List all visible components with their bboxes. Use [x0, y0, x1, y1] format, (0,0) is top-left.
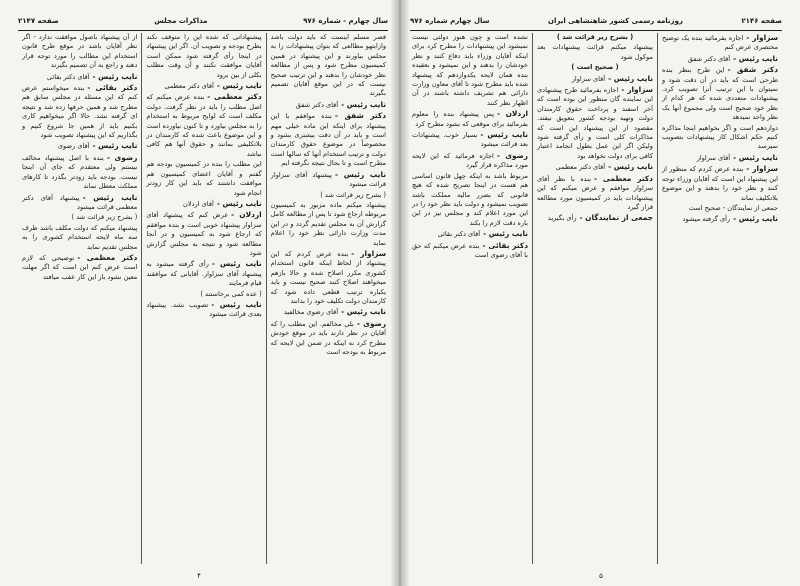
text-column: [266, 33, 390, 564]
paragraph: [537, 162, 653, 172]
paragraph-text: مربوط باشد به اینکه چهل قانون اساسی هم هست در اینجا تصریح شده که هیچ قانونی که بضرر مالیه مملکت باشد تصویب نمیشود و دولت باید نظر خود را در این مورد اعلام کند و مجلس نیز در این باره دقت لازم را بکند: [412, 171, 528, 227]
issue-number: سال چهارم شماره ۹۷۶: [410, 17, 490, 25]
paragraph-text: آقای دکتر بقائی: [46, 72, 90, 81]
paragraph: [662, 33, 778, 53]
speaker-name: سزاوار -: [746, 164, 779, 174]
paragraph: [537, 63, 653, 72]
paragraph: [22, 213, 137, 222]
speaker-name: نایب رئیس -: [92, 71, 138, 81]
paragraph: [537, 74, 653, 84]
paragraph-text: آقای سزاوار: [571, 74, 606, 83]
paragraph-text: بنده عرض کردم که این پیشنهاد از لحاظ اینکه قانون استخدام کشوری مکرر اصلاح شده و حالا بازهم میخواهند اصلاح کنند صحیح نیست و باید یکباره ترتیب قطعی داده شود که کارمندان دولت تکلیف خود را بدانند: [270, 249, 386, 305]
text-column: [408, 33, 532, 564]
paragraph-text: آقای سزاوار: [696, 153, 731, 162]
paragraph: [146, 81, 261, 91]
paragraph-text: آقای رضوی: [57, 142, 90, 151]
paragraph: [271, 249, 386, 306]
paragraph-text: آقای دکتر شفق: [295, 100, 339, 109]
paragraph-text: آقای دکتر شفق: [687, 54, 731, 63]
paragraph-text: رأی گرفته میشود: [682, 215, 731, 224]
paragraph: [537, 213, 653, 223]
speaker-name: نایب رئیس -: [82, 192, 138, 202]
speaker-name: نایب رئیس -: [92, 141, 138, 151]
speaker-name: سزاوار -: [351, 248, 387, 258]
speaker-name: نایب رئیس -: [608, 162, 653, 172]
paragraph-text: پیشنهاد آقای سزاوار قرائت میشود: [270, 170, 386, 189]
paragraph-text: بنده عرض میکنم که حق با آقای رضوی است: [412, 241, 528, 259]
paragraph: [271, 100, 386, 110]
paragraph: [537, 85, 653, 161]
page-footer-number: ۵: [599, 572, 603, 580]
paragraph-text: اجازه بفرمائید طرح پیشنهادی این نماینده گان منظور این بوده است که آخر اسفند و پرداخت حقوق کارمندان دولت وتهیه بودجه کشور بتعویق نیفتد. مقصود از این پیشنهاد این است که مذاکرات کلی است و رأی گرفته شود ولیکن اگر این عمل بطول انجامد اعتبار کافی برای دولت نخواهد بود: [537, 86, 653, 160]
paragraph-text: تصویب نشد. پیشنهاد بعدی قرائت میشود: [146, 300, 262, 319]
speaker-name: نایب رئیس -: [733, 214, 778, 224]
paragraph: [146, 259, 261, 288]
speaker-name: دکتر معظمی -: [207, 92, 262, 102]
paragraph: [412, 241, 528, 261]
paragraph: [146, 300, 261, 320]
paragraph-text: این طرح بنظر بنده طرحی است که باید در آن دقت شود و نمیتوان با این ترتیب آنرا تصویب کرد. پیشنهادات متعددی شده که هر کدام از نظر خود صحیح است ولی مجموع آنها یک نظر واحد نمیدهد: [662, 66, 778, 122]
speaker-name: نایب رئیس -: [341, 99, 386, 109]
speaker-name: سزاوار -: [746, 33, 779, 42]
paragraph: [412, 130, 528, 150]
paragraph: [662, 54, 778, 64]
paragraph: [537, 174, 653, 213]
text-column: [18, 33, 141, 564]
paragraph-text: عرض کنم که پیشنهاد آقای سزاوار پیشنهاد خوبی است و بنده موافقم که ارجاع شود به کمیسیون و در آنجا مطالعه شود و نتیجه به مجلس گزارش شود: [146, 211, 262, 257]
paragraph-text: بلی مخالفم. این مطلب را که آقایان در نظر دارند باید در موقع خودش مطرح کرد نه اینکه در ضمن این لایحه که مربوط به بودجه است: [270, 319, 386, 356]
speaker-name: رضوی -: [106, 152, 138, 162]
paragraph-text: بسیار خوب. پیشنهادات بعد قرائت میشود: [412, 131, 528, 149]
paragraph: [146, 92, 261, 159]
speaker-name: نایب رئیس -: [733, 53, 778, 63]
speaker-name: دکتر بقائی -: [482, 240, 528, 250]
speaker-name: دکتر شفق -: [334, 111, 386, 121]
paragraph: [271, 319, 386, 358]
paragraph: [22, 153, 137, 192]
paragraph: [22, 253, 137, 282]
paragraph: [537, 33, 653, 42]
paragraph: [537, 43, 653, 62]
speaker-name: نایب رئیس -: [335, 169, 386, 179]
paragraph: [271, 33, 386, 99]
paragraph-text: اجازه فرمائید که این لایحه مورد مذاکره قرار گیرد: [412, 151, 528, 170]
paragraph-text: دوازدهم است و اگر بخواهیم اینجا مذاکره کنیم حکم اشکال کار پیشنهادات بتصویب نمیرسد: [662, 123, 778, 151]
paragraph: [662, 65, 778, 122]
speaker-name: سزاوار -: [621, 85, 653, 95]
speaker-name: دکتر شفق -: [727, 65, 778, 75]
page-footer-number: ۴: [197, 572, 201, 580]
paragraph: [271, 170, 386, 190]
paragraph-text: ( بشرح زیر قرائت شد ): [320, 190, 386, 199]
paragraph: [412, 172, 528, 228]
paragraph-text: بنده موافقم با این پیشنهاد برای اینکه این ماده خیلی مهم است و باید در آن دقت بیشتری بشود و مخصوصاً در موضوع حقوق کارمندان دولت و ترتیب استخدام آنها که سالها است مطرح است و تا بحال نتیجه نگرفته ایم: [270, 112, 386, 168]
paragraph-text: پیشنهاد میکنم که دولت مکلف باشد ظرف سه ماه لایحه استخدام کشوری را به مجلس تقدیم نماید: [22, 223, 138, 251]
speaker-name: نایب رئیس -: [483, 229, 528, 239]
paragraph-text: آقای دکتر معظمی: [555, 163, 606, 172]
left-page-columns: [18, 33, 390, 564]
paragraph-text: قصر مسلم اینست که باید دولت باشد وازابتهو مطالعی که بتوان پیشنهادات را به مجلس بیاورند و این پیشنهاد در همین کمیسیون مطرح شود و پس از مطالعه نظر خودشان را بدهند و این ترتیب صحیح نیست که در این موقع آقایان تصمیم بگیرند: [270, 33, 386, 98]
paragraph-text: پیشنهاد میکنم قرائت پیشنهادات بعد موکول شود: [537, 43, 653, 61]
paragraph-text: ( صحیح است ): [571, 63, 619, 72]
paragraph: [146, 199, 261, 209]
paragraph: [22, 83, 137, 140]
paragraph-text: ( بشرح زیر قرائت شد ): [556, 33, 634, 41]
paragraph: [412, 109, 528, 129]
paragraph: [271, 307, 386, 317]
paragraph: [662, 164, 778, 203]
paragraph: [662, 124, 778, 152]
right-page: [402, 0, 800, 586]
paragraph-text: این مطلب را بنده در کمیسیون بودجه هم گفتم و آقایان اعضای کمیسیون هم موافقت داشتند که باید این کار زودتر انجام شود: [146, 160, 262, 197]
paragraph-text: اجازه بفرمائید بنده یک توضیح مختصری عرض کنم: [662, 34, 778, 52]
speaker-name: نایب رئیس -: [480, 130, 528, 140]
newspaper-title: روزنامه رسمی کشور شاهنشاهی ایران: [547, 17, 683, 25]
text-column: [657, 33, 782, 564]
issue-number: سال چهارم - شماره ۹۷۶: [303, 17, 388, 25]
paragraph-text: پیشنهاداتی که شده این را متوقف نکند بطرح بودجه و تصویب آن. اگر این پیشنهاد در اینجا رأی گرفته شود ممکن است آقایان موافقت نکنند و آن وقت مطلب بکلی از بین برود: [146, 33, 262, 79]
speaker-name: جمعی از نمایندگان -: [579, 213, 653, 223]
paragraph: [22, 224, 137, 252]
speaker-name: رضوی -: [496, 150, 528, 160]
speaker-name: اردلان -: [497, 109, 528, 119]
paragraph: [412, 33, 528, 108]
speaker-name: دکتر معظمی -: [593, 173, 653, 183]
speaker-name: نایب رئیس -: [608, 73, 653, 83]
speaker-name: دکتر بقائی -: [87, 83, 138, 93]
paragraph: [146, 33, 261, 80]
speaker-name: نایب رئیس -: [733, 152, 778, 162]
paragraph: [271, 201, 386, 248]
paragraph-text: بنده عرض کردم که منظور از این پیشنهاد این است که آقایان وزراء توجه کنند و نظر خود را بدهند و این موضوع بلاتکلیف نماند: [662, 165, 778, 202]
paragraph-text: توضیحی که لازم است عرض کنم این است که اگر مهلت معین نشود باز این کار عقب میافتد: [22, 253, 138, 281]
paragraph-text: جمعی از نمایندگان - صحیح است: [688, 203, 778, 212]
paragraph: [146, 210, 261, 258]
paragraph: [412, 229, 528, 239]
paragraph-text: پس پیشنهاد بنده را معلوم بفرمائید برای موقعی که بشود مطرح کرد: [412, 110, 528, 128]
paragraph: [271, 111, 386, 168]
paragraph-text: رأی بگیرید: [547, 214, 577, 223]
paragraph-text: آقای دکتر بقائی: [437, 230, 481, 239]
left-page: [0, 0, 398, 586]
book-gutter-shadow: [390, 0, 410, 586]
speaker-name: نایب رئیس -: [216, 81, 262, 91]
paragraph-text: بنده با نظر آقای سزاوار موافقم و عرض میکنم که این پیشنهادات باید در کمیسیون مورد مطالعه قرار گیرد: [537, 174, 653, 211]
paragraph-text: آقای دکتر معظمی: [164, 82, 214, 91]
paragraph: [22, 141, 137, 151]
paragraph-text: پیشنهاد میکنم ماده مزبور به کمیسیون مربوطه ارجاع شود تا پس از مطالعه کامل گزارش آن به مجلس تقدیم گردد و در این مدت وزارت دارائی نظر خود را اعلام نماید: [270, 200, 386, 247]
right-page-columns: [408, 33, 782, 564]
paragraph: [271, 191, 386, 200]
speaker-name: اردلان -: [231, 210, 262, 220]
paragraph: [22, 33, 137, 71]
paragraph-text: نشده است و چون هنوز دولتی نیست نمیشود این پیشنهادات را مطرح کرد برای اینکه آقایان وزراء باید دفاع کنند و نظر خودشان را بدهند و این نمیشود و بعقیده بنده همان لایحه یکدوازدهم که پیشنهاد شده باید مطرح شود تا آقای معاون وزارت دارائی هم تشریف داشته باشند در آن اظهار نظر کنند: [412, 33, 528, 107]
paragraph-text: ( عده کمی برخاستند ): [200, 289, 262, 298]
paragraph-text: بنده میخواستم عرض کنم که این مسئله در مجلس سابق هم مطرح شد و همین حرفها زده شد و نتیجه ای گرفته نشد. حالا اگر میخواهیم کاری بکنیم باید از همین جا شروع کنیم و بگذاریم که این پیشنهاد تصویب شود: [22, 84, 138, 140]
paragraph: [146, 160, 261, 198]
speaker-name: نایب رئیس -: [211, 299, 262, 309]
paragraph: [22, 72, 137, 82]
paragraph-text: ( بشرح زیر قرائت شد ): [71, 213, 138, 222]
text-column: [141, 33, 265, 564]
paragraph-text: بنده با اصل پیشنهاد مخالف نیستم ولی معتقدم که جای آن اینجا نیست. بودجه باید زودتر بگذرد تا کارهای مملکت معطل نماند: [22, 153, 138, 191]
paragraph: [662, 204, 778, 213]
speaker-name: نایب رئیس -: [341, 307, 386, 317]
paragraph: [662, 214, 778, 224]
page-number: صفحه ۲۱۴۷: [18, 17, 59, 25]
right-page-header: [410, 14, 782, 31]
speaker-name: نایب رئیس -: [216, 198, 262, 208]
paragraph-text: آقای اردلان: [183, 199, 214, 208]
paragraph-text: رأی گرفته میشود به پیشنهاد آقای سزاوار. آقایانی که موافقند قیام فرمایند: [146, 260, 262, 288]
left-page-header: [18, 14, 388, 31]
paragraph-text: بنده عرض میکنم که اصل مطلب را باید در نظر گرفت. دولت مکلف است که لوایح مربوط به استخدام را به مجلس بیاورد و تا کنون نیاورده است و این موضوع باعث شده که کارمندان در بلاتکلیفی بمانند و حقوق آنها هم کافی نباشد: [146, 93, 262, 158]
page-number: صفحه ۲۱۴۶: [741, 17, 782, 25]
paragraph: [412, 151, 528, 171]
speaker-name: رضوی -: [356, 318, 386, 328]
paragraph-text: آقای رضوی مخالفید: [283, 308, 339, 317]
paragraph: [146, 290, 261, 299]
speaker-name: نایب رئیس -: [211, 259, 262, 269]
page-section-title: مذاکرات مجلس: [154, 17, 208, 25]
text-column: [532, 33, 657, 564]
paragraph-text: از آن پیشنهاد باصول موافقت ندارد - اگر نظر آقایان باشد در موقع طرح قانون استخدام این مطالب را مورد توجه قرار دهند و راجع به آن تصمیم بگیرند: [22, 33, 138, 70]
paragraph-text: پیشنهاد آقای دکتر معظمی قرائت میشود: [22, 193, 138, 211]
paragraph: [22, 193, 137, 213]
paragraph: [662, 153, 778, 163]
speaker-name: دکتر معظمی -: [77, 252, 138, 262]
